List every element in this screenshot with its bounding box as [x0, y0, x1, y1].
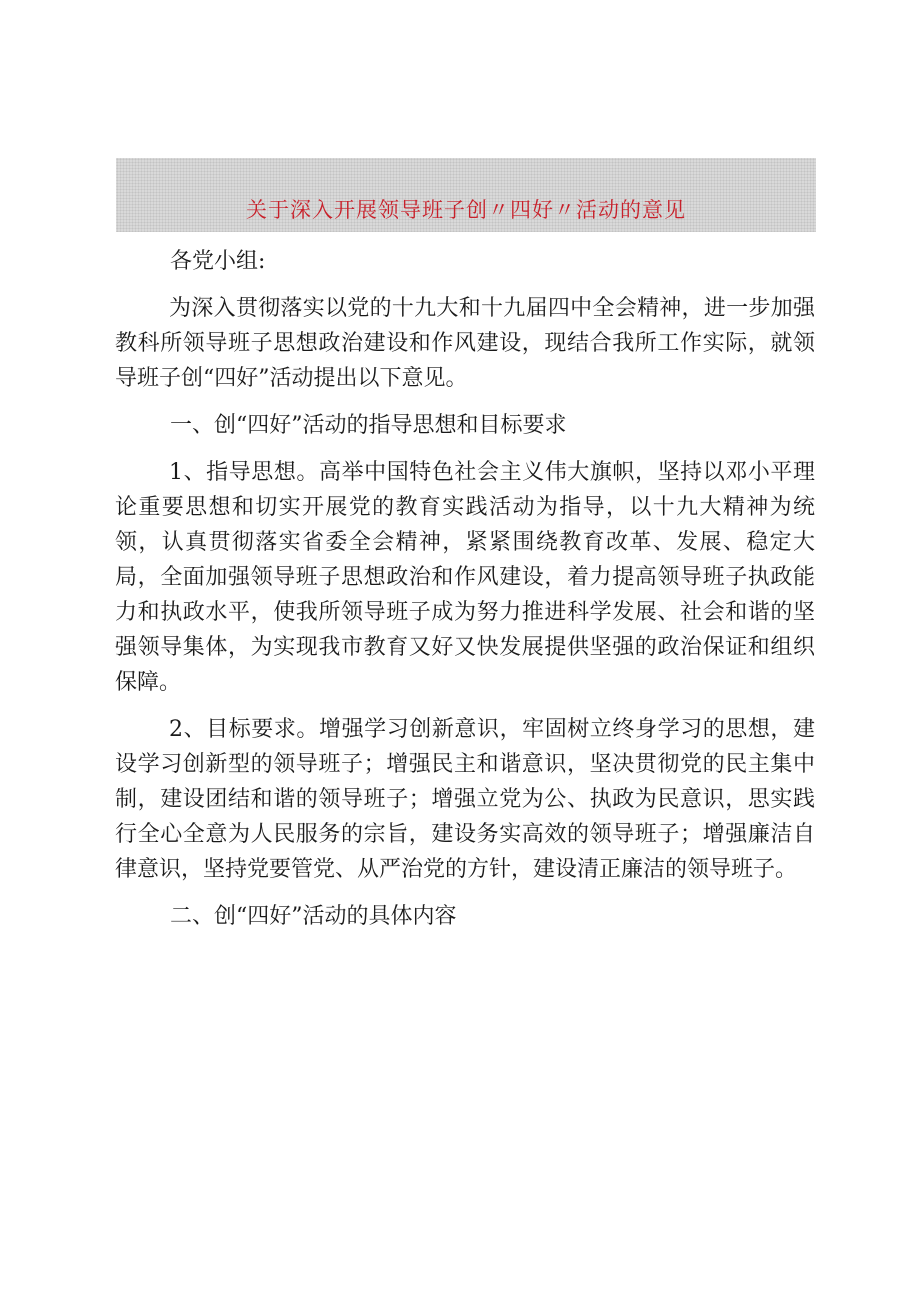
document-body [115, 244, 815, 946]
document-title: 关于深入开展领导班子创〃四好〃活动的意见 [246, 198, 686, 222]
section-heading-2: 二、创“四好”活动的具体内容 [170, 904, 457, 929]
paragraph-guiding-thought: 1、指导思想。高举中国特色社会主义伟大旗帜，坚持以邓小平理论重要思想和切实开展党的教育实践活动为指导，以十九大精神为统领，认真贯彻落实省委全会精神，紧紧围绕教育改革、发展、稳定大局，全面加强领导班子思想政治和作风建设，着力提高领导班子执政能力和执政水平，使我所领导班子成为努力推进科学发展、社会和谐的坚强领导集体，为实现我市教育又好又快发展提供坚强的政治保证和组织保障。 [115, 460, 815, 695]
section-heading-1: 一、创“四好”活动的指导思想和目标要求 [170, 413, 567, 438]
paragraph-intro: 为深入贯彻落实以党的十九大和十九届四中全会精神，进一步加强教科所领导班子思想政治建设和作风建设，现结合我所工作实际，就领导班子创“四好”活动提出以下意见。 [115, 296, 815, 391]
salutation: 各党小组: [170, 249, 266, 274]
paragraph-goals: 2、目标要求。增强学习创新意识，牢固树立终身学习的思想，建设学习创新型的领导班子；增强民主和谐意识，坚决贯彻党的民主集中制，建设团结和谐的领导班子；增强立党为公、执政为民意识，思实践行全心全意为人民服务的宗旨，建设务实高效的领导班子；增强廉洁自律意识，坚持党要管党、从严治党的方针，建设清正廉洁的领导班子。 [115, 717, 815, 882]
title-band [116, 158, 816, 232]
